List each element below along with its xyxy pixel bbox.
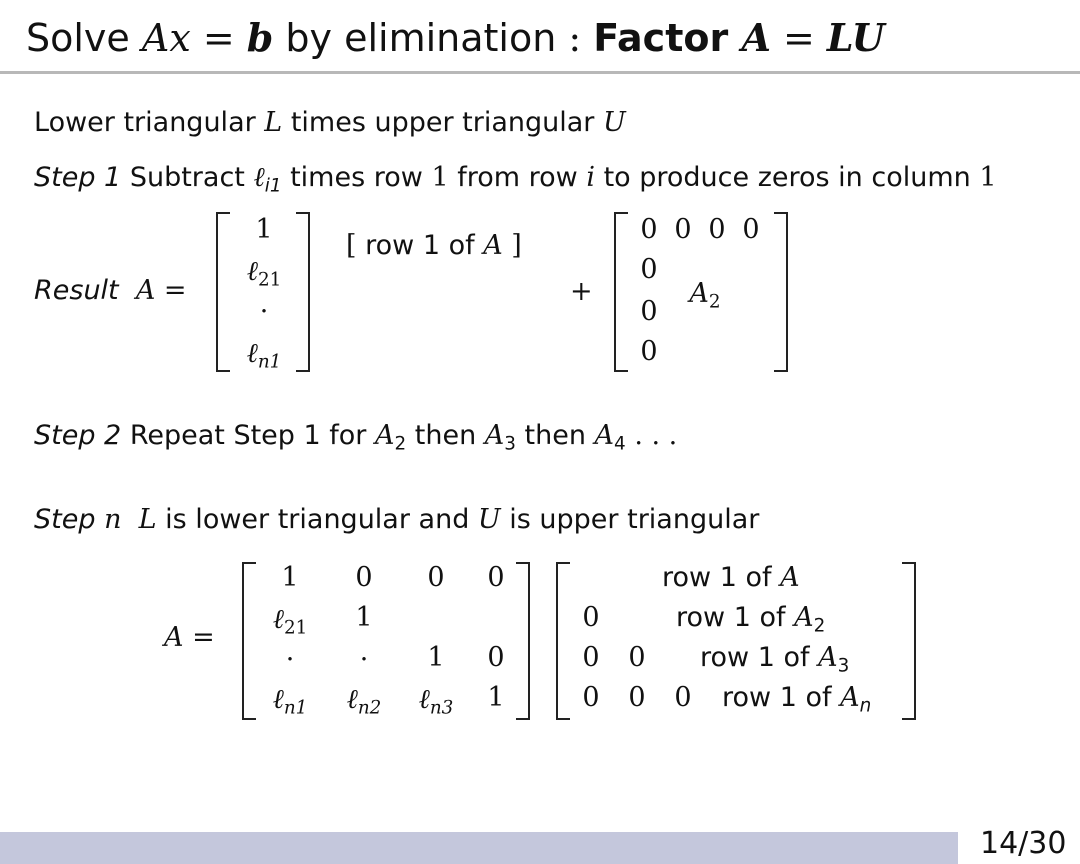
submatrix-entry: 0	[640, 254, 658, 285]
step2-line: Step 2 Repeat Step 1 for $A_2$ then $A_3$ then $A_4$ . . .	[34, 420, 678, 455]
u-matrix-entry: 0	[628, 682, 646, 713]
intro-line: Lower triangular L times upper triangular U	[34, 107, 626, 138]
l-matrix-entry: 1	[281, 562, 299, 593]
l-matrix-entry: ℓ$_{n3}$	[418, 684, 454, 719]
column-vector-entry: ℓ$_{21}$	[246, 256, 282, 291]
column-vector-entry: ℓ$_{n1}$	[246, 338, 282, 373]
submatrix-entry: 0	[640, 296, 658, 327]
submatrix-entry: 0	[708, 214, 726, 245]
footer-bar	[0, 832, 958, 864]
column-vector-right-bracket	[296, 212, 310, 372]
l-matrix-entry: ·	[359, 644, 369, 675]
u-matrix-row: row 1 of $A_3$	[700, 642, 850, 677]
lu-lhs: A =	[164, 622, 215, 653]
u-matrix-entry: 0	[582, 602, 600, 633]
u-matrix-entry: 0	[628, 642, 646, 673]
submatrix-right-bracket	[774, 212, 788, 372]
submatrix-entry: 0	[640, 336, 658, 367]
slide-title-bar	[0, 0, 1080, 72]
submatrix-entry: 0	[742, 214, 760, 245]
u-matrix-row: row 1 of $A_n$	[722, 682, 872, 717]
u-matrix-entry: 0	[674, 682, 692, 713]
l-matrix-entry: 1	[427, 642, 445, 673]
u-matrix-right-bracket	[902, 562, 916, 720]
u-matrix-row: row 1 of A	[662, 562, 800, 593]
u-matrix-row: row 1 of $A_2$	[676, 602, 826, 637]
l-matrix-entry: 0	[487, 642, 505, 673]
column-vector-entry: ·	[259, 296, 269, 327]
u-matrix-left-bracket	[556, 562, 570, 720]
submatrix-left-bracket	[614, 212, 628, 372]
u-matrix-entry: 0	[582, 642, 600, 673]
title-divider	[0, 71, 1080, 74]
l-matrix-entry: ℓ$_{n1}$	[272, 684, 308, 719]
l-matrix-entry: 0	[427, 562, 445, 593]
l-matrix-entry: 0	[355, 562, 373, 593]
row-vector: [ row 1 of A ]	[346, 230, 522, 261]
l-matrix-entry: 1	[487, 682, 505, 713]
page-number: 14/30	[980, 826, 1067, 861]
slide-title: Solve Ax = b by elimination : Factor A = LU	[26, 15, 885, 60]
submatrix-block: $A_2$	[689, 278, 721, 313]
column-vector-entry: 1	[255, 214, 273, 245]
l-matrix-left-bracket	[242, 562, 256, 720]
stepn-line: Step n L is lower triangular and U is upper triangular	[34, 504, 760, 535]
step1-line: Step 1 Subtract ℓ$_{i1}$ times row 1 from row i to produce zeros in column 1	[34, 162, 997, 197]
l-matrix-entry: ℓ$_{n2}$	[346, 684, 382, 719]
u-matrix-entry: 0	[582, 682, 600, 713]
l-matrix-entry: 0	[487, 562, 505, 593]
submatrix-entry: 0	[640, 214, 658, 245]
l-matrix-entry: ℓ$_{21}$	[272, 604, 308, 639]
plus-sign: +	[570, 276, 593, 307]
l-matrix-entry: 1	[355, 602, 373, 633]
result-label: Result A =	[34, 275, 187, 306]
submatrix-entry: 0	[674, 214, 692, 245]
l-matrix-entry: ·	[285, 644, 295, 675]
column-vector-left-bracket	[216, 212, 230, 372]
